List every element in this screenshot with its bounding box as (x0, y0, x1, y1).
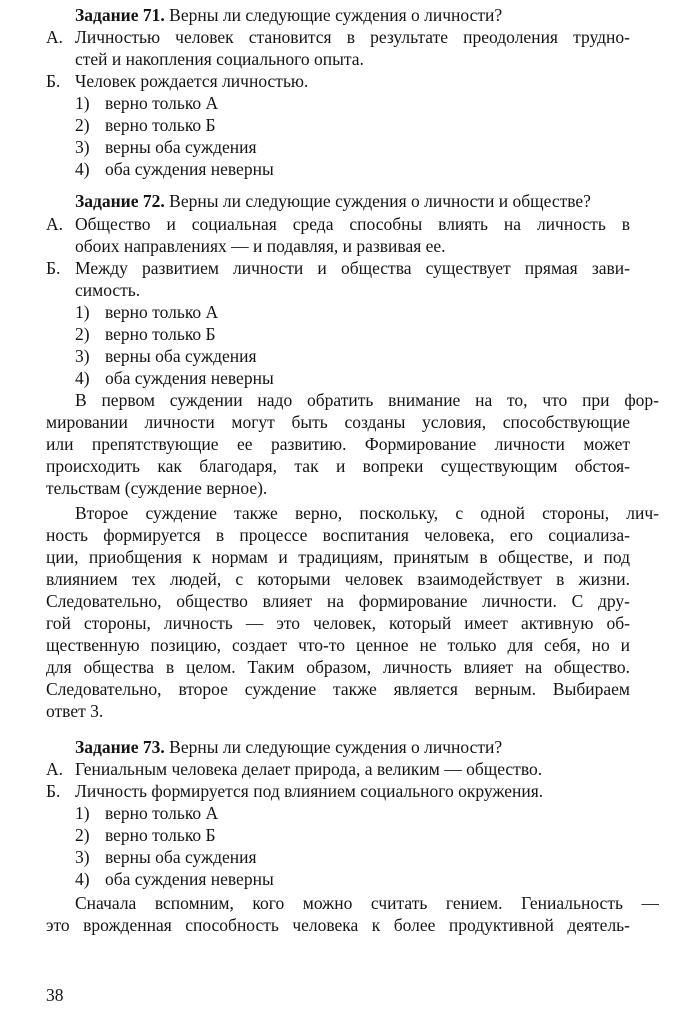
explanation-2-line: щественную позицию, создает что-то ценное не только для себя, но и (46, 635, 630, 655)
explanation-2-line: ции, приобщения к нормам и традициям, принятым в обществе, и под (46, 547, 630, 567)
task-71-option-4: 4) оба суждения неверны (75, 159, 274, 179)
task-72-option-4: 4) оба суждения неверны (75, 368, 274, 388)
task-73-option-2: 2) верно только Б (75, 825, 216, 845)
task-72-statement-a-line1: А. Общество и социальная среда способны влиять на личность в (46, 214, 630, 234)
explanation-2-line: ность формируется в процессе воспитания человека, его социализа- (46, 525, 630, 545)
task-73-statement-b: Б. Личность формируется под влиянием социального окружения. (46, 781, 544, 801)
task-73-statement-a: А. Гениальным человека делает природа, а великим — общество. (46, 759, 543, 779)
explanation-1-line: тельствам (суждение верное). (46, 478, 268, 498)
task-72-option-2: 2) верно только Б (75, 324, 216, 344)
page-number: 38 (46, 985, 64, 1005)
task-73-option-1: 1) верно только А (75, 803, 219, 823)
explanation-2-line: влиянием тех людей, с которыми человек взаимодействует в жизни. (46, 569, 630, 589)
explanation-2-line: для общества в целом. Таким образом, личность влияет на общество. (46, 657, 630, 677)
explanation-2-line: Следовательно, второе суждение также является верным. Выбираем (46, 679, 630, 699)
task-72-title: Задание 72. (75, 191, 165, 211)
explanation-1-line: В первом суждении надо обратить внимание на то, что при фор- (75, 390, 659, 410)
task-72-option-3: 3) верны оба суждения (75, 346, 257, 366)
explanation-3-line: Сначала вспомним, кого можно считать гением. Гениальность — (75, 893, 659, 913)
task-73-option-4: 4) оба суждения неверны (75, 869, 274, 889)
task-71-statement-b: Б. Человек рождается личностью. (46, 71, 309, 91)
explanation-2-line: ответ 3. (46, 701, 104, 721)
task-73-question: Верны ли следующие суждения о личности? (169, 737, 503, 757)
task-71-option-2: 2) верно только Б (75, 115, 216, 135)
task-72-option-1: 1) верно только А (75, 302, 219, 322)
task-73-title: Задание 73. (75, 737, 165, 757)
task-71-header (46, 4, 659, 26)
task-72-header (46, 190, 659, 212)
explanation-2-line: Следовательно, общество влияет на формирование личности. С дру- (46, 591, 630, 611)
task-72-statement-b-line2: симость. (75, 280, 141, 300)
task-73-option-3: 3) верны оба суждения (75, 847, 257, 867)
task-71-question: Верны ли следующие суждения о личности? (169, 5, 503, 25)
task-71-option-3: 3) верны оба суждения (75, 137, 257, 157)
explanation-2-line: Второе суждение также верно, поскольку, с одной стороны, лич- (75, 503, 659, 523)
task-72-statement-b-line1: Б. Между развитием личности и общества существует прямая зави- (46, 258, 630, 278)
explanation-1-line: мировании личности могут быть созданы условия, способствующие (46, 412, 630, 432)
task-71-statement-a-line1: А. Личностью человек становится в результате преодоления трудно- (46, 27, 630, 47)
task-71-statement-a-line2: стей и накопления социального опыта. (75, 49, 364, 69)
explanation-2-line: гой стороны, личность — это человек, который имеет активную об- (46, 613, 630, 633)
explanation-3-line: это врожденная способность человека к более продуктивной деятель- (46, 915, 630, 935)
task-72-statement-a-line2: обоих направлениях — и подавляя, и развивая ее. (75, 236, 446, 256)
explanation-1-line: или препятствующие ее развитию. Формирование личности может (46, 434, 630, 454)
task-71-option-1: 1) верно только А (75, 93, 219, 113)
explanation-1-line: происходить как благодаря, так и вопреки существующим обстоя- (46, 456, 630, 476)
task-72-question: Верны ли следующие суждения о личности и обществе? (169, 191, 591, 211)
task-71-title: Задание 71. (75, 5, 165, 25)
task-73-header (46, 736, 659, 758)
